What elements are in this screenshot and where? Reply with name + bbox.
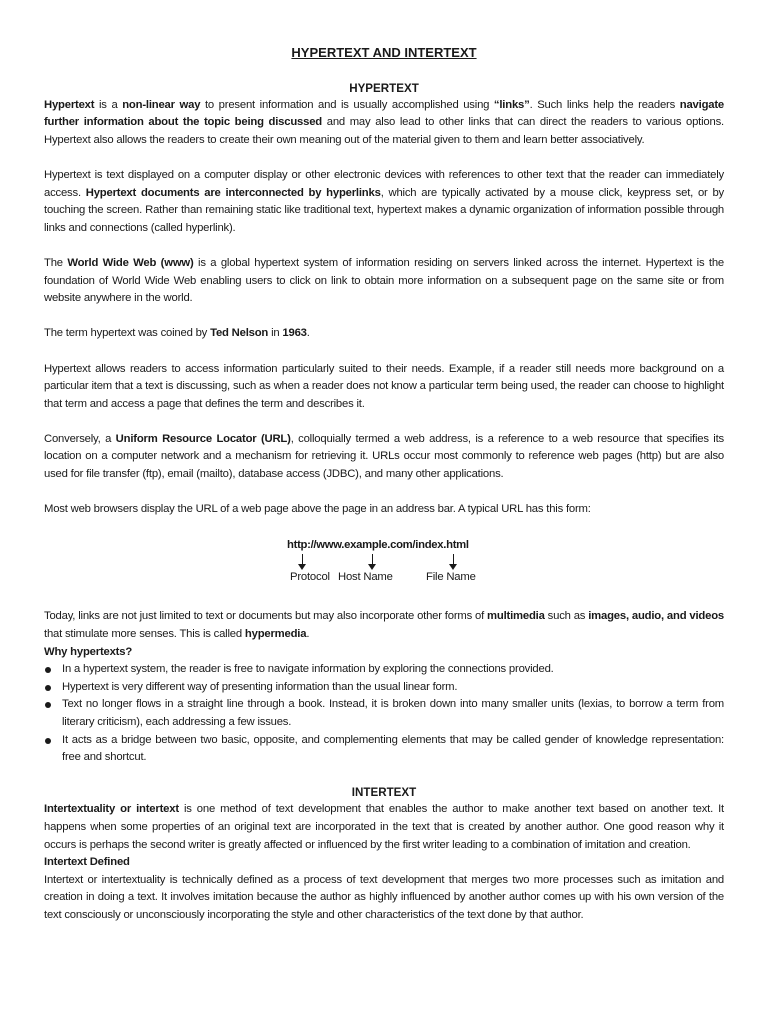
host-name-label: Host Name (338, 570, 393, 583)
bullet-icon (45, 685, 51, 691)
hypertext-paragraph-2: Hypertext is text displayed on a computer display or other electronic devices with references to other text that the reader can immediately access. Hypertext documents are interconnected by hyperlinks, which are typically activated by a mouse click, keypress set, or by touching the screen. Rather than remaining static like traditional text, hypertext makes a dynamic organization of information possible through links and connections (called hyperlink). (44, 168, 724, 234)
www-paragraph: The World Wide Web (www) is a global hypertext system of information residing on servers linked across the internet. Hypertext is the foundation of World Wide Web enabling users to click on link to obtain more information on a subsequent page on the same site or from website anywhere in the world. (44, 256, 724, 305)
intertext-paragraph-1: Intertextuality or intertext is one method of text development that enables the author to make another text based on another text. It happens when some properties of an original text are incorporated in the text that is created by another author. One good reason why it occurs is perhaps the second writer is greatly affected or influenced by the first writer leading to a combination of imitation and creation. (44, 803, 724, 851)
url-example-text: http://www.example.com/index.html (287, 538, 469, 551)
bullet-icon (45, 667, 51, 673)
url-diagram (44, 537, 724, 591)
list-item: Text no longer flows in a straight line through a book. Instead, it is broken down into many smaller units (lexias, to borrow a term from literary criticism), each addressing a few issues. (44, 696, 724, 731)
intertext-defined-heading: Intertext Defined (44, 856, 130, 869)
host-arrow-icon (368, 554, 378, 570)
why-hypertexts-list (44, 661, 724, 767)
protocol-arrow-icon (298, 554, 308, 570)
document-page (44, 44, 724, 925)
protocol-label: Protocol (290, 570, 330, 583)
hypertext-heading: HYPERTEXT (349, 81, 419, 95)
multimedia-paragraph: Today, links are not just limited to text or documents but may also incorporate other forms of multimedia such as images, audio, and videos that stimulate more senses. This is called hypermedia. (44, 610, 724, 641)
list-item: In a hypertext system, the reader is free to navigate information by exploring the connections provided. (44, 661, 724, 679)
hypertext-paragraph-1: Hypertext is a non-linear way to present information and is usually accomplished using “links”. Such links help the readers navigate further information about the topic being discussed and may also lead to other links that can direct the readers to various options. Hypertext also allows the readers to create their own meaning out of the material given to them and learn better associatively. (44, 98, 724, 146)
address-bar-paragraph: Most web browsers display the URL of a web page above the page in an address bar. A typical URL has this form: (44, 503, 591, 516)
list-item: It acts as a bridge between two basic, opposite, and complementing elements that may be called gender of knowledge representation: free and shortcut. (44, 732, 724, 767)
file-name-label: File Name (426, 570, 476, 583)
url-paragraph: Conversely, a Uniform Resource Locator (URL), colloquially termed a web address, is a reference to a web resource that specifies its location on a computer network and a mechanism for retrieving it. URLs occur most commonly to reference web pages (http) but are also used for file transfer (ftp), email (mailto), database access (JDBC), and many other applications. (44, 432, 724, 481)
intertext-heading: INTERTEXT (351, 786, 417, 800)
access-paragraph: Hypertext allows readers to access information particularly suited to their needs. Example, if a reader still needs more background on a particular item that a text is discussing, such as when a reader does not know a particular term being used, the reader can choose to highlight that term and access a page that defines the term and describes it. (44, 362, 724, 410)
document-title: HYPERTEXT AND INTERTEXT (291, 45, 477, 60)
list-item: Hypertext is very different way of presenting information than the usual linear form. (44, 679, 724, 697)
bullet-icon (45, 702, 51, 708)
bullet-icon (45, 738, 51, 744)
file-arrow-icon (449, 554, 459, 570)
intertext-defined-paragraph: Intertext or intertextuality is technically defined as a process of text development that merges two more processes such as imitation and creation in doing a text. It involves imitation because the author as highly influenced by another author comes up with his own version of the text consciously or unconsciously incorporating the style and other characteristics of the text done by that author. (44, 873, 724, 921)
coined-paragraph: The term hypertext was coined by Ted Nelson in 1963. (44, 327, 310, 340)
why-hypertexts-heading: Why hypertexts? (44, 645, 133, 658)
